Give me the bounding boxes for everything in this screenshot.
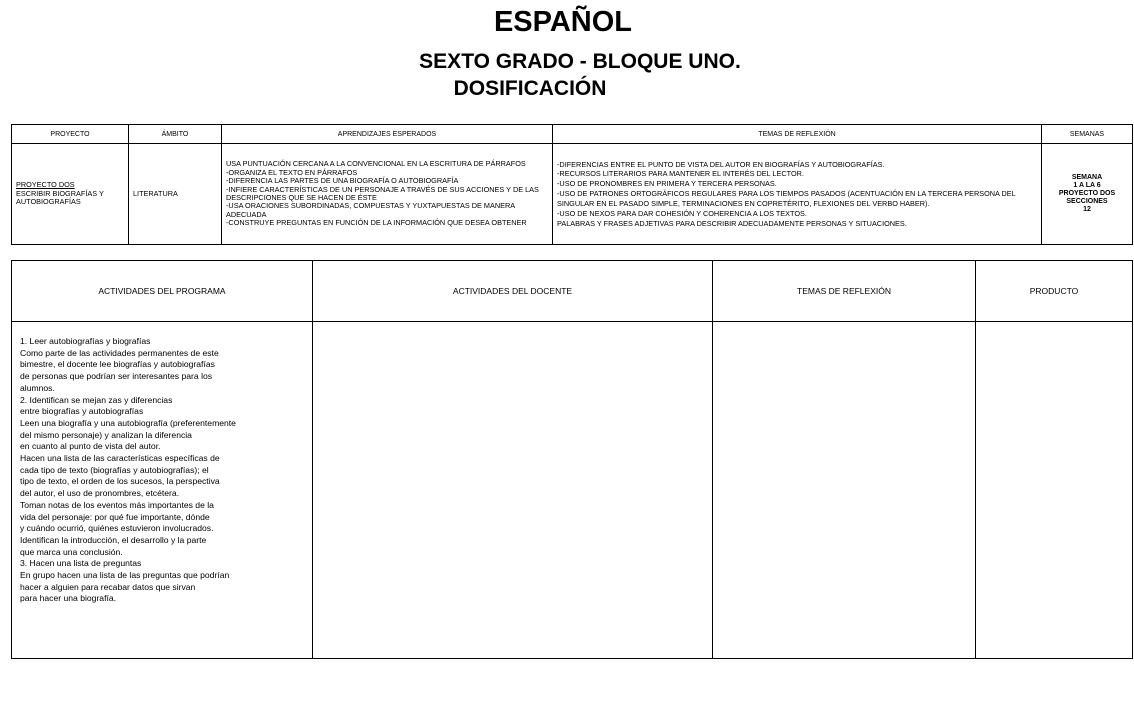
table-header-row [12, 261, 1133, 322]
tema-item: -USO DE NEXOS PARA DAR COHESIÓN Y COHERENCIA A LOS TEXTOS. [557, 208, 807, 218]
aprendizaje-item: -ORGANIZA EL TEXTO EN PÁRRAFOS [226, 167, 358, 177]
table-header-row [12, 125, 1133, 144]
column-header-aprendizajes: APRENDIZAJES ESPERADOS [222, 125, 553, 144]
column-header-actividades-docente: ACTIVIDADES DEL DOCENTE [313, 261, 713, 322]
proyecto-cell [12, 144, 129, 245]
document-subtitle-2: DOSIFICACIÓN [453, 77, 607, 100]
column-header-temas-reflexion: TEMAS DE REFLEXIÓN [713, 261, 976, 322]
column-header-proyecto: PROYECTO [12, 125, 129, 144]
aprendizajes-cell [222, 144, 553, 245]
dosificacion-table [11, 124, 1133, 245]
aprendizaje-item: -USA ORACIONES SUBORDINADAS, COMPUESTAS Y YUXTAPUESTAS DE MANERA ADECUADA [226, 201, 515, 219]
actividad-line: Como parte de las actividades permanentes de este [20, 347, 219, 358]
actividad-line: entre biografías y autobiografías [20, 406, 144, 417]
semanas-line: 12 [1083, 206, 1091, 214]
column-header-actividades-programa: ACTIVIDADES DEL PROGRAMA [12, 261, 313, 322]
actividad-line: alumnos. [20, 382, 55, 393]
aprendizaje-item: -DIFERENCIA LAS PARTES DE UNA BIOGRAFÍA O AUTOBIOGRAFÍA [226, 176, 459, 186]
column-header-ambito: ÁMBITO [129, 125, 222, 144]
actividad-line: bimestre, el docente lee biografías y autobiografías [20, 359, 215, 370]
column-header-producto: PRODUCTO [976, 261, 1133, 322]
document-subtitle: SEXTO GRADO - BLOQUE UNO. [419, 50, 741, 73]
proyecto-name: PROYECTO DOS [16, 180, 75, 190]
semanas-line: PROYECTO DOS [1058, 189, 1116, 197]
actividad-line: y cuándo ocurrió, quiénes estuvieron involucrados. [20, 523, 214, 534]
actividad-line: en cuanto al punto de vista del autor. [20, 441, 161, 452]
actividades-table [11, 260, 1133, 659]
tema-item: -USO DE PRONOMBRES EN PRIMERA Y TERCERA PERSONAS. [557, 179, 777, 189]
actividad-line: Hacen una lista de las características específicas de [20, 453, 220, 464]
tema-item: -DIFERENCIAS ENTRE EL PUNTO DE VISTA DEL AUTOR EN BIOGRAFÍAS Y AUTOBIOGRAFÍAS. [557, 159, 885, 169]
actividad-line: Toman notas de los eventos más importantes de la [20, 499, 214, 510]
actividad-line: cada tipo de texto (biografías y autobiografías); el [20, 464, 209, 475]
actividades-programa-cell [12, 322, 313, 659]
aprendizaje-item: USA PUNTUACIÓN CERCANA A LA CONVENCIONAL EN LA ESCRITURA DE PÁRRAFOS [226, 159, 526, 169]
aprendizaje-item: -CONSTRUYE PREGUNTAS EN FUNCIÓN DE LA INFORMACIÓN QUE DESEA OBTENER [226, 218, 527, 228]
actividad-line: hacer a alguien para recabar datos que sirvan [20, 581, 196, 592]
actividad-line: En grupo hacen una lista de las preguntas que podrían [20, 570, 230, 581]
actividad-line: Identifican la introducción, el desarrollo y la parte [20, 534, 207, 545]
semanas-cell [1042, 144, 1133, 245]
tema-item: -USO DE PATRONES ORTOGRÁFICOS REGULARES PARA LOS TIEMPOS PASADOS (ACENTUACIÓN EN LA TERCERA PERSONA DEL SINGULAR EN EL PASADO SIMPLE, TERMINACIONES EN COPRETÉRITO, FLEXIONES DEL VERBO HABER). [557, 189, 1016, 208]
actividades-docente-cell [313, 322, 713, 659]
actividad-line: 3. Hacen una lista de preguntas [20, 558, 142, 569]
table-row [12, 144, 1133, 245]
tema-item: -RECURSOS LITERARIOS PARA MANTENER EL INTERÉS DEL LECTOR. [557, 169, 804, 179]
proyecto-description: ESCRIBIR BIOGRAFÍAS Y AUTOBIOGRAFÍAS [16, 188, 104, 207]
temas-cell [553, 144, 1042, 245]
actividad-line: 2. Identifican se mejan zas y diferencias [20, 394, 173, 405]
aprendizaje-item: -INFIERE CARACTERÍSTICAS DE UN PERSONAJE A TRAVÉS DE SUS ACCIONES Y DE LAS DESCRIPCIONES QUE SE HACEN DE ÉSTE [226, 184, 539, 202]
table-row [12, 322, 1133, 659]
column-header-temas: TEMAS DE REFLEXIÓN [553, 125, 1042, 144]
actividad-line: de personas que podrían ser interesantes para los [20, 371, 213, 382]
semanas-line: SECCIONES [1066, 198, 1108, 206]
ambito-cell: LITERATURA [129, 144, 222, 245]
actividad-line: del autor, el uso de pronombres, etcétera. [20, 488, 180, 499]
actividad-line: para hacer una biografía. [20, 593, 117, 604]
tema-item: PALABRAS Y FRASES ADJETIVAS PARA DESCRIBIR ADECUADAMENTE PERSONAS Y SITUACIONES. [557, 218, 907, 228]
semanas-line: SEMANA [1071, 173, 1103, 181]
actividad-line: Leen una biografía y una autobiografía (preferentemente [20, 417, 236, 428]
column-header-semanas: SEMANAS [1042, 125, 1133, 144]
actividad-line: que marca una conclusión. [20, 546, 123, 557]
actividad-line: tipo de texto, el orden de los sucesos, la perspectiva [20, 476, 220, 487]
actividad-line: 1. Leer autobiografías y biografías [20, 336, 151, 346]
actividad-line: vida del personaje: por qué fue importante, dónde [20, 511, 210, 522]
temas-reflexion-cell [713, 322, 976, 659]
semanas-line: 1 A LA 6 [1073, 181, 1101, 189]
producto-cell [976, 322, 1133, 659]
actividad-line: del mismo personaje) y analizan la diferencia [20, 429, 192, 440]
document-title: ESPAÑOL [493, 6, 633, 38]
